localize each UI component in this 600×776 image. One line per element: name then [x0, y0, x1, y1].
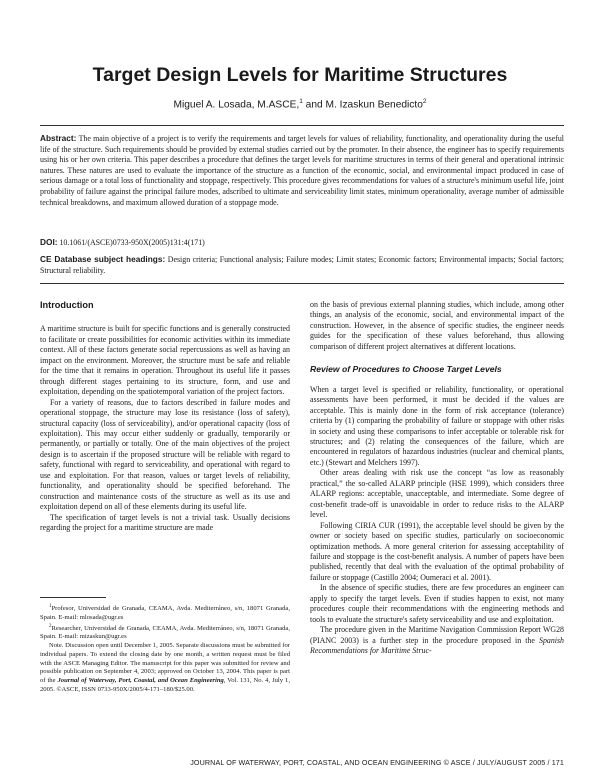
introduction-heading: Introduction: [40, 300, 94, 310]
note-text: Note. Discussion open until December 1, 2005. Separate discussions must be submitted for individual papers. To extend the closing date by one month, a written request must be filed with the ASCE Managing Editor. The manuscript for this paper was submitted for review and possible publication on September 4, 2003; approved on October 13, 2004. This paper is part of the: [40, 642, 290, 684]
review-paragraph-5-text: The procedure given in the Maritime Navigation Commission Report WG28 (PIANC 2003) is a further step in the procedure proposed in the: [310, 625, 564, 645]
left-column: [40, 300, 290, 534]
right-column: [310, 300, 564, 657]
author-2: and M. Izaskun Benedicto: [302, 99, 423, 111]
abstract-bottom-rule: [40, 283, 564, 284]
doi-value: 10.1061/(ASCE)0733-950X(2005)131:4(171): [57, 238, 205, 247]
footnote-2-mark: 2: [49, 623, 52, 629]
review-paragraph-2: Other areas dealing with risk use the concept “as low as reasonably practical,” the so-called ALARP principle (HSE 1999), which considers three ALARP regions: acceptable, unacceptable, and intermediate. Some degree of cost-benefit trade-off is unavoidable in order to reduce risks to the ALARP level.: [310, 468, 564, 520]
note-end: , Vol. 131, No. 4, July 1, 2005. ©ASCE, ISSN 0733-950X/2005/4-171–180/$25.00.: [40, 677, 290, 693]
doi-line: [40, 237, 564, 247]
intro-paragraph-2: For a variety of reasons, due to factors described in failure modes and operational stoppage, the structure may lose its resistance (loss of safety), structural capacity (loss of serviceability), and/or operational capacity (loss of exploitation). This may occur either suddenly or gradually, temporarily or permanently, or partially or totally. One of the main objectives of the project design is to ascertain if the proposed structure will be reliable with regard to safety, functional with regard to serviceability, and operational with regard to use and exploitation. For that reason, values or target levels of reliability, functionality, and operationality should be specified beforehand. The construction and maintenance costs of the structure as well as its use and exploitation depend on all of these elements during its useful life.: [40, 397, 290, 512]
footnote-1-text: Profesor, Universidad de Granada, CEAMA, Avda. Mediterráneo, s/n, 18071 Granada, Spain. E-mail: mlosada@ugr.es: [40, 605, 290, 621]
discussion-note: [40, 642, 290, 694]
subject-headings-text: Design criteria; Functional analysis; Failure modes; Limit states; Economic factors; Environmental impacts; Social factors; Structural reliability.: [40, 255, 564, 275]
abstract-text: The main objective of a project is to verify the requirements and target levels for values of reliability, functionality, and operationality during the useful life of the structure. Such requirements should be provided by external studies carried out by the promoter. In their absence, the engineer has to specify requirements using his or her own criteria. This paper describes a procedure that defines the target levels for maritime structures in terms of their general and operational intrinsic natures. These natures are used to evaluate the importance of the structure as a function of the economic, social, and environmental impact produced in case of serious damage or a total loss of functionality and stoppage, respectively. This procedure gives recommendations for values of a structure's minimum useful life, joint probability of failure against the principal failure modes, adscribed to ultimate and serviceability limit states, minimum operationality, average number of admissible technical breakdowns, and maximum allowed duration of a stoppage mode.: [40, 134, 564, 207]
review-paragraph-5: [310, 625, 564, 656]
author-1-affiliation-mark: 1: [299, 98, 303, 105]
subject-headings: [40, 254, 564, 276]
abstract-label: Abstract:: [40, 133, 77, 143]
review-paragraph-5-italic: Spanish Recommendations for Maritime Struc-: [310, 635, 564, 656]
paper-title: Target Design Levels for Maritime Structures: [92, 64, 508, 86]
intro-paragraph-1: A maritime structure is built for specific functions and is generally constructed to facilitate or create possibilities for economic activities within its immediate context. All of these factors generate social repercussions as well as having an impact on the environment. Moreover, the structure must be safe and reliable for the time that it remains in operation. Throughout its useful life it passes through different stages pertaining to its structure, form, and use and exploitation, depending on the spatiotemporal variation of the project factors.: [40, 324, 290, 397]
review-heading: Review of Procedures to Choose Target Levels: [310, 364, 502, 375]
author-1: Miguel A. Losada, M.ASCE,: [173, 99, 300, 111]
abstract: [40, 133, 564, 208]
review-paragraph-3: Following CIRIA CUR (1991), the acceptable level should be given by the owner or society based on specific studies, particularly on socioeconomic optimization methods. A more general criterion for assessing acceptability of failure and stoppage is the cost-benefit analysis. A number of papers have been published, recently that deal with the evaluation of the optimal probability of failure or stoppage (Castillo 2004; Oumeraci et al. 2001).: [310, 520, 564, 582]
right-paragraph-0: on the basis of previous external planning studies, which include, among other things, an analysis of the economic, social, and environmental impact of the construction. However, in the absence of specific studies, the engineer needs guides for the specification of these values beforehand, thus allowing comparison of different project alternatives at different locations.: [310, 300, 564, 351]
subject-headings-label: CE Database subject headings:: [40, 254, 166, 264]
footnote-rule: [40, 597, 106, 598]
footnote-2-text: Researcher, Universidad de Granada, CEAMA, Avda. Mediterráneo, s/n, 18071 Granada, Spain. E-mail: mizaskun@ugr.es: [40, 624, 290, 641]
doi-label: DOI:: [40, 237, 58, 247]
page-footer: JOURNAL OF WATERWAY, PORT, COASTAL, AND OCEAN ENGINEERING © ASCE / JULY/AUGUST 2005 / 171: [190, 758, 564, 767]
journal-name: Journal of Waterway, Port, Coastal, and Ocean Engineering: [57, 677, 224, 684]
footnote-1: [40, 603, 290, 623]
top-rule: [40, 125, 564, 126]
footnote-1-mark: 1: [49, 604, 52, 609]
intro-paragraph-3: The specification of target levels is not a trivial task. Usually decisions regarding the project for a maritime structure are made: [40, 512, 290, 533]
author-2-affiliation-mark: 2: [422, 98, 427, 105]
footnote-2: [40, 623, 290, 643]
author-line: [0, 98, 600, 110]
footnotes: [40, 603, 290, 694]
review-paragraph-1: When a target level is specified or reliability, functionality, or operational assessments have been performed, it must be decided if the values are acceptable. This is mainly done in the form of risk acceptance (tolerance) criteria by (1) comparing the probability of failure or stoppage with other risks in society and using these comparisons to infer acceptable or tolerable risk for structures; and (2) relating the consequences of the failure, which are encountered in regulators of hazardous industries (nuclear and chemical plants, etc.) (Stewart and Melchers 1997).: [310, 384, 564, 467]
review-paragraph-4: In the absence of specific studies, there are few procedures an engineer can apply to specify the target levels. Even if studies happen to exist, not many procedures couple their recommendations with the engineering methods and tools to evaluate the structure's safety serviceability and use and exploitation.: [310, 583, 564, 624]
